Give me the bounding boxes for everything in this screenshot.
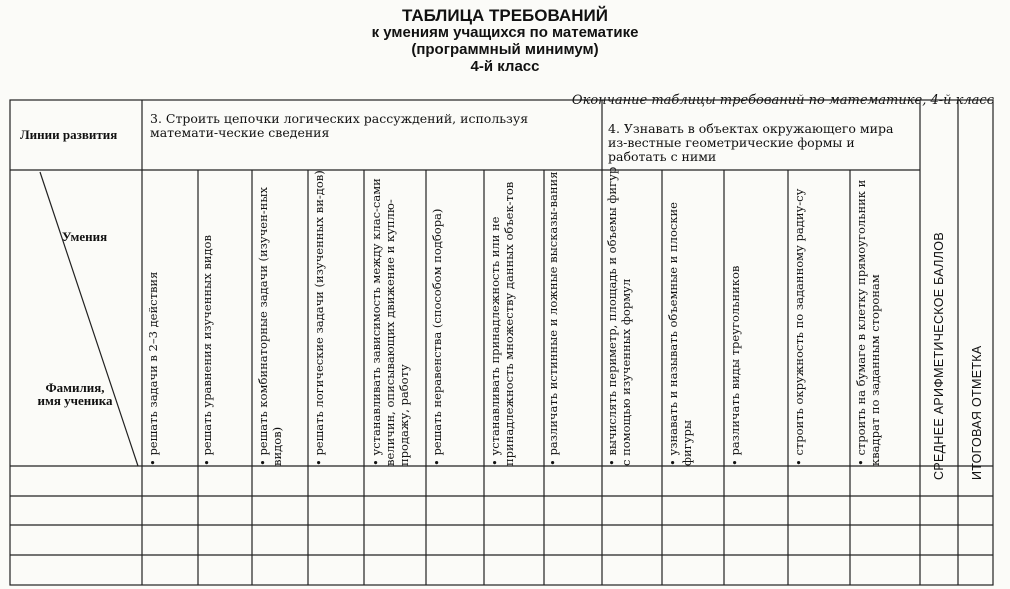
average-score-column: СРЕДНЕЕ АРИФМЕТИЧЕСКОЕ БАЛЛОВ (932, 232, 946, 480)
final-grade-column: ИТОГОВАЯ ОТМЕТКА (970, 345, 984, 480)
skill-column-6: • решать неравенства (способом подбора) (430, 208, 444, 466)
skill-column-1: • решать задачи в 2–3 действия (146, 271, 160, 466)
group-header-3: 3. Строить цепочки логических рассуждений, используя математи-ческие сведения (150, 111, 529, 140)
continuation-note: Окончание таблицы требований по математике, 4-й класс (571, 93, 994, 108)
student-name-cell (12, 559, 140, 583)
student-name-cell (12, 500, 140, 524)
student-name-cell (12, 529, 140, 553)
student-name-cell (12, 470, 140, 494)
skill-column-5: • устанавливать зависимость между клас-сами величин, описывающих движение и куплю-продажу, работу (369, 178, 411, 466)
skill-column-10: • узнавать и называть объемные и плоские фигуры (666, 202, 694, 466)
skill-column-2: • решать уравнения изученных видов (200, 235, 214, 466)
header-diagonal (40, 172, 138, 466)
table-title: ТАБЛИЦА ТРЕБОВАНИЙ (402, 6, 608, 25)
grade-label: 4-й класс (470, 58, 540, 75)
skill-column-4: • решать логические задачи (изученных ви-дов) (312, 170, 326, 466)
skill-column-8: • различать истинные и ложные высказы-вания (546, 171, 560, 466)
student-label-line-1: Фамилия, (45, 380, 105, 395)
skill-column-9: • вычислять периметр, площадь и объемы фигур с помощью изученных формул (605, 166, 633, 466)
skill-column-3: • решать комбинаторные задачи (изучен-ных видов) (256, 187, 284, 466)
skill-column-12: • строить окружность по заданному радиу-су (792, 188, 806, 466)
student-label (30, 381, 120, 407)
development-lines-label: Линии развития (20, 127, 118, 142)
skills-label: Умения (62, 229, 108, 244)
table-subtitle-2: (программный минимум) (411, 41, 599, 58)
skill-column-11: • различать виды треугольников (728, 265, 742, 466)
student-label-line-2: имя ученика (37, 393, 113, 408)
table-subtitle: к умениям учащихся по математике (371, 24, 639, 41)
skill-column-7: • устанавливать принадлежность или не принадлежность множеству данных объек-тов (488, 181, 516, 466)
skill-column-13: • строить на бумаге в клетку прямоугольник и квадрат по заданным сторонам (854, 179, 882, 466)
group-header-4: 4. Узнавать в объектах окружающего мира из-вестные геометрические формы и работать с ними (608, 121, 894, 164)
